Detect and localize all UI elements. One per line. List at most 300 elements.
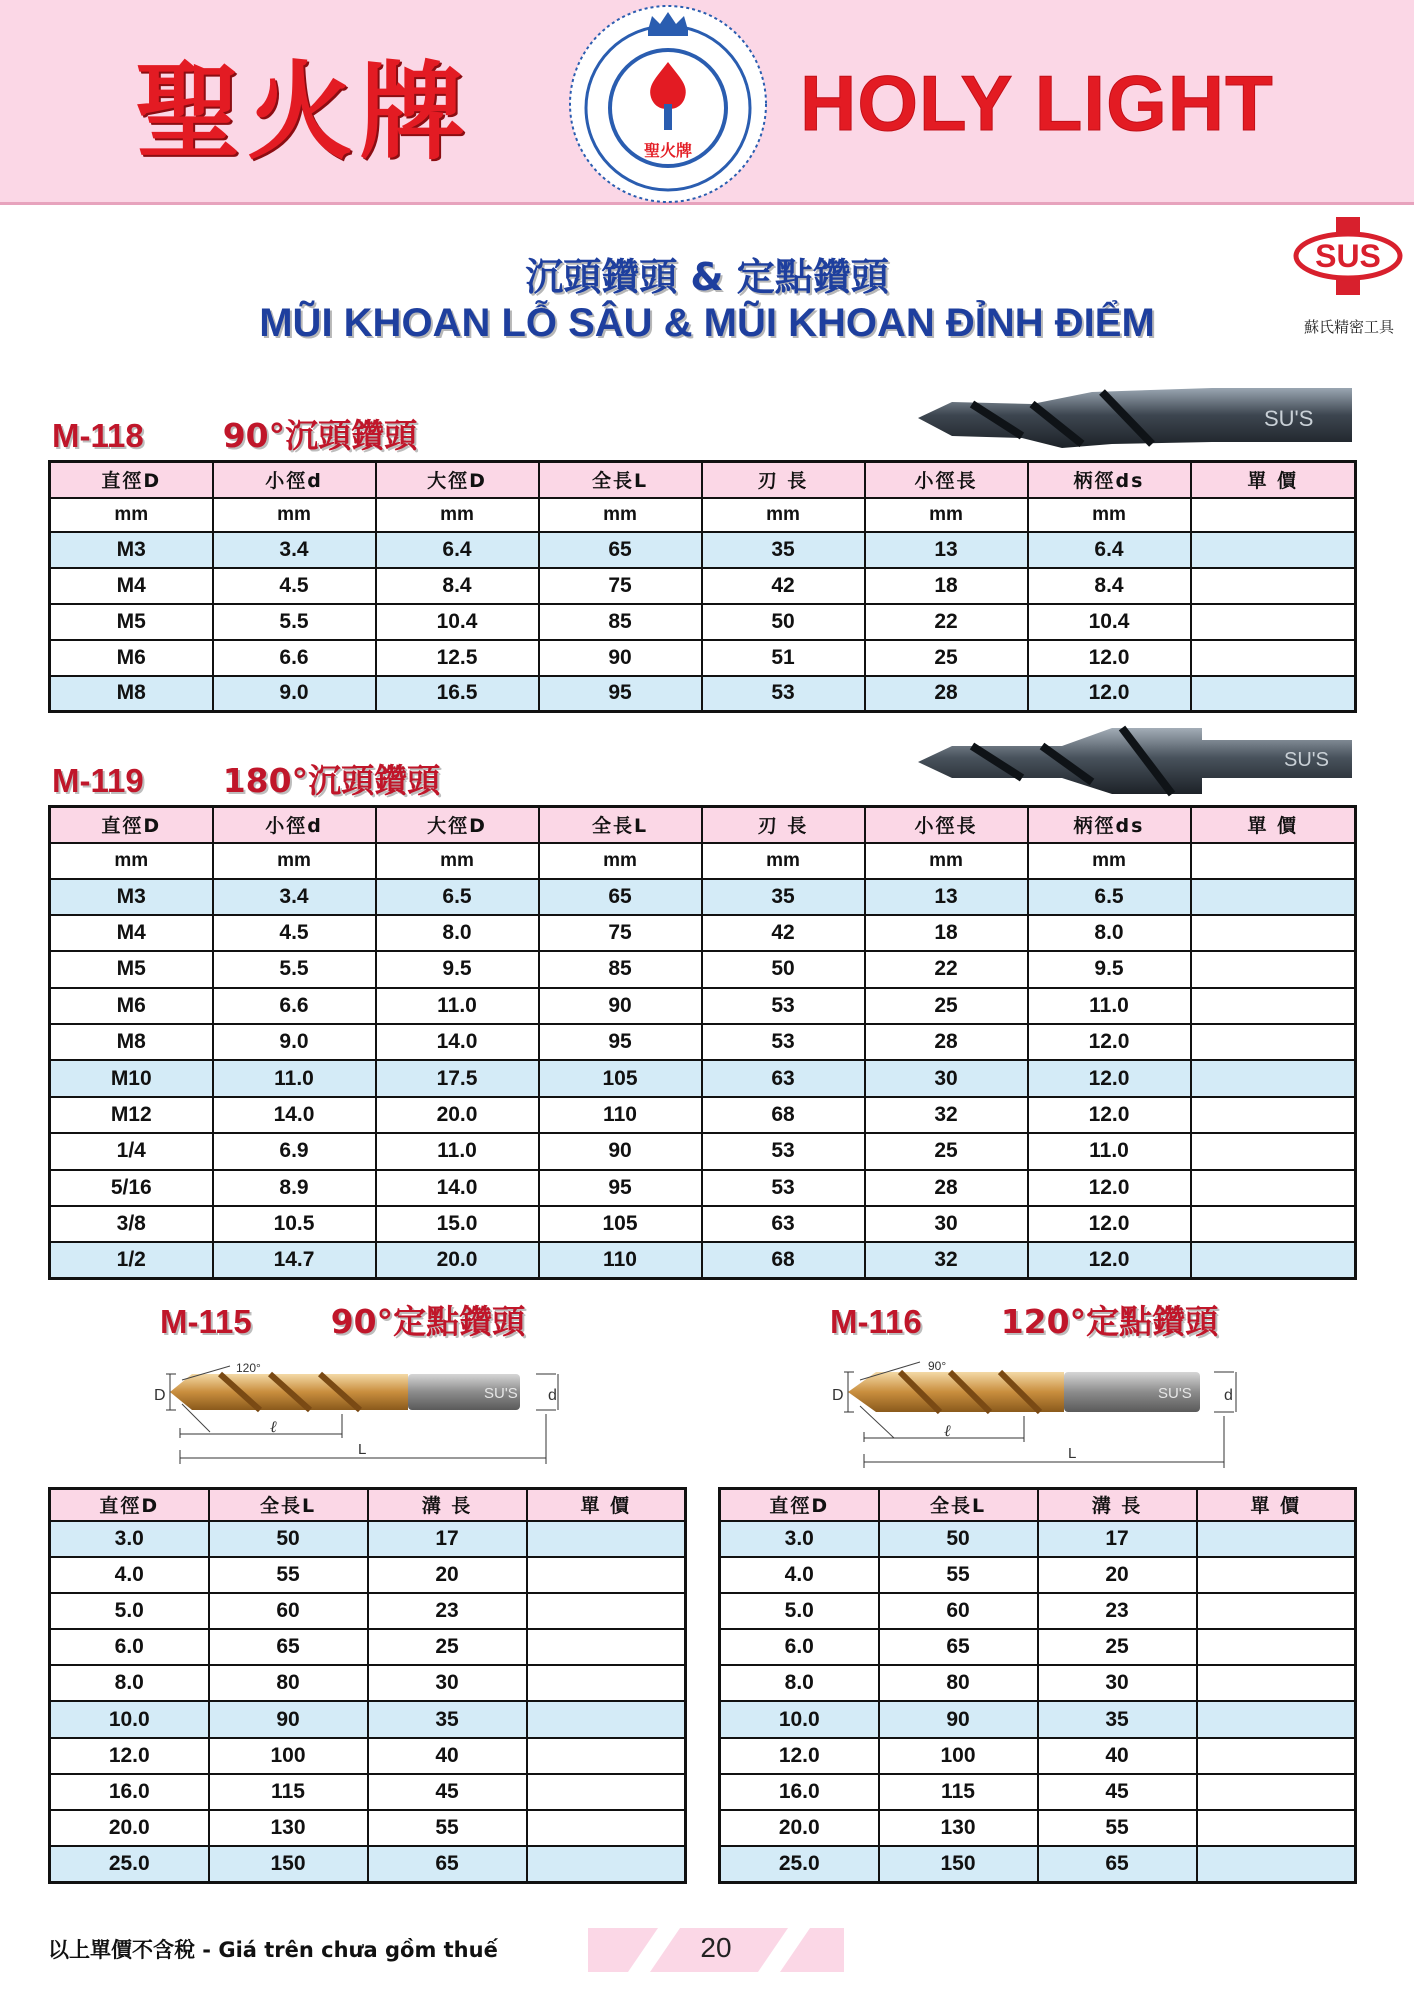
table-cell: 12.0 [50, 1738, 209, 1774]
table-cell: 22 [865, 951, 1028, 987]
table-cell: 130 [209, 1810, 368, 1846]
price-cell [527, 1557, 686, 1593]
table-cell: 11.0 [376, 1133, 539, 1169]
price-cell [1197, 1738, 1356, 1774]
table-cell: 12.0 [1028, 1060, 1191, 1096]
table-cell: 63 [702, 1206, 865, 1242]
table-cell: 16.0 [50, 1774, 209, 1810]
table-header-row [50, 807, 1356, 843]
table-cell: 13 [865, 532, 1028, 568]
table-cell: 20.0 [720, 1810, 879, 1846]
header-cell: 大徑D [376, 462, 539, 498]
header-cell: 刃 長 [702, 462, 865, 498]
table-cell: 1/4 [50, 1133, 213, 1169]
table-cell: 25 [865, 988, 1028, 1024]
table-header-row [720, 1489, 1356, 1521]
table-cell: 50 [209, 1521, 368, 1557]
price-cell [1197, 1810, 1356, 1846]
table-cell: 17 [368, 1521, 527, 1557]
m115-angle-label: 120° [236, 1361, 261, 1375]
table-row [720, 1846, 1356, 1882]
table-cell: 10.5 [213, 1206, 376, 1242]
table-cell: 30 [1038, 1665, 1197, 1701]
footer-tax-note: 以上單價不含稅 - Giá trên chưa gồm thuế [48, 1938, 498, 1962]
table-unit-row [50, 498, 1356, 532]
header-cell: 刃 長 [702, 807, 865, 843]
price-cell [527, 1629, 686, 1665]
section-m116-name: 120°定點鑽頭 [1000, 1302, 1219, 1341]
price-cell [527, 1521, 686, 1557]
table-cell: 110 [539, 1242, 702, 1278]
table-cell: 25 [368, 1629, 527, 1665]
header-cell: 小徑d [213, 462, 376, 498]
m115-rows [50, 1521, 686, 1883]
table-cell: 5.0 [720, 1593, 879, 1629]
section-m115-code: M-115 [160, 1303, 252, 1340]
table-cell: 130 [879, 1810, 1038, 1846]
price-cell [1191, 1024, 1356, 1060]
price-cell [527, 1738, 686, 1774]
m115-d-small-label: d [548, 1387, 557, 1404]
unit-cell: mm [702, 843, 865, 879]
header-cell: 單 價 [1191, 807, 1356, 843]
table-cell: 8.4 [1028, 568, 1191, 604]
holy-light-logo [564, 0, 772, 208]
table-cell: 12.0 [1028, 676, 1191, 712]
table-cell: 25 [865, 640, 1028, 676]
price-cell [527, 1774, 686, 1810]
table-cell: 6.5 [376, 879, 539, 915]
table-cell: 6.6 [213, 988, 376, 1024]
table-cell: 3.0 [50, 1521, 209, 1557]
m115-length-label: L [358, 1441, 367, 1458]
table-row [50, 532, 1356, 568]
table-cell: 12.0 [1028, 1024, 1191, 1060]
table-row [720, 1774, 1356, 1810]
table-cell: 10.0 [50, 1701, 209, 1737]
table-cell: 15.0 [376, 1206, 539, 1242]
table-row [50, 1846, 686, 1882]
m119-drill-image [912, 720, 1360, 802]
table-cell: M10 [50, 1060, 213, 1096]
table-cell: 150 [879, 1846, 1038, 1882]
section-m116-code: M-116 [830, 1303, 922, 1340]
table-cell: 53 [702, 1024, 865, 1060]
table-cell: 3.0 [720, 1521, 879, 1557]
table-cell: 80 [209, 1665, 368, 1701]
header-cell: 單 價 [1191, 462, 1356, 498]
table-cell: 90 [539, 640, 702, 676]
table-cell: 4.0 [50, 1557, 209, 1593]
table-row [50, 1557, 686, 1593]
unit-cell: mm [539, 498, 702, 532]
table-cell: 10.4 [376, 604, 539, 640]
sus-logo-mark: SUS [1315, 238, 1381, 274]
table-cell: 65 [539, 532, 702, 568]
table-cell: 45 [1038, 1774, 1197, 1810]
table-cell: 28 [865, 676, 1028, 712]
table-cell: 12.0 [720, 1738, 879, 1774]
price-cell [1197, 1521, 1356, 1557]
sus-caption: 蘇氏精密工具 [1303, 318, 1394, 336]
table-row [50, 1097, 1356, 1133]
table-cell: 14.0 [376, 1024, 539, 1060]
table-row [50, 1593, 686, 1629]
m119-rows [50, 879, 1356, 1279]
table-cell: 1/2 [50, 1242, 213, 1278]
header-cell: 小徑長 [865, 462, 1028, 498]
page-title-vn: MŨI KHOAN LỖ SÂU & MŨI KHOAN ĐỈNH ĐIỂM [259, 301, 1155, 345]
header-cell: 直徑D [50, 462, 213, 498]
table-cell: 16.5 [376, 676, 539, 712]
unit-cell: mm [213, 498, 376, 532]
table-cell: 17 [1038, 1521, 1197, 1557]
table-cell: 40 [1038, 1738, 1197, 1774]
section-m118-heading [52, 410, 417, 457]
table-cell: 55 [879, 1557, 1038, 1593]
table-cell: 12.5 [376, 640, 539, 676]
table-cell: 150 [209, 1846, 368, 1882]
price-cell [1197, 1701, 1356, 1737]
header-cell: 單 價 [1197, 1489, 1356, 1521]
section-m115-name: 90°定點鑽頭 [330, 1302, 526, 1341]
table-row [720, 1738, 1356, 1774]
table-cell: 42 [702, 568, 865, 604]
table-cell: 4.5 [213, 568, 376, 604]
table-cell: 51 [702, 640, 865, 676]
unit-cell: mm [539, 843, 702, 879]
table-cell: 6.6 [213, 640, 376, 676]
table-cell: 25.0 [720, 1846, 879, 1882]
table-cell: M3 [50, 879, 213, 915]
table-row [50, 604, 1356, 640]
header-cell: 直徑D [50, 807, 213, 843]
table-cell: 3.4 [213, 879, 376, 915]
table-cell: 28 [865, 1024, 1028, 1060]
table-cell: 60 [209, 1593, 368, 1629]
table-row [720, 1810, 1356, 1846]
m116-d-big-label: D [832, 1387, 844, 1404]
table-cell: 105 [539, 1060, 702, 1096]
price-cell [1197, 1774, 1356, 1810]
table-cell: 25 [1038, 1629, 1197, 1665]
table-cell: 68 [702, 1097, 865, 1133]
table-cell: 20 [1038, 1557, 1197, 1593]
unit-cell: mm [1028, 498, 1191, 532]
table-cell: 90 [209, 1701, 368, 1737]
table-cell: M4 [50, 915, 213, 951]
table-row [50, 640, 1356, 676]
header-cell: 全長L [539, 807, 702, 843]
table-cell: M12 [50, 1097, 213, 1133]
table-cell: 35 [702, 532, 865, 568]
table-cell: 42 [702, 915, 865, 951]
table-cell: 3.4 [213, 532, 376, 568]
table-cell: 10.4 [1028, 604, 1191, 640]
table-cell: 14.0 [213, 1097, 376, 1133]
table-cell: 5.5 [213, 604, 376, 640]
price-cell [1191, 568, 1356, 604]
price-cell [1191, 1060, 1356, 1096]
table-cell: 23 [368, 1593, 527, 1629]
m116-flute-label: ℓ [944, 1421, 951, 1440]
section-m119-name: 180°沉頭鑽頭 [222, 761, 441, 800]
table-cell: 12.0 [1028, 1170, 1191, 1206]
header-cell: 直徑D [720, 1489, 879, 1521]
table-cell: 30 [865, 1206, 1028, 1242]
table-cell: 30 [865, 1060, 1028, 1096]
table-row [720, 1665, 1356, 1701]
table-cell: 11.0 [1028, 988, 1191, 1024]
table-row [50, 1133, 1356, 1169]
header-cell: 單 價 [527, 1489, 686, 1521]
unit-cell: mm [50, 843, 213, 879]
table-cell: 3/8 [50, 1206, 213, 1242]
price-cell [1197, 1593, 1356, 1629]
table-cell: 8.0 [376, 915, 539, 951]
price-cell [1197, 1629, 1356, 1665]
table-cell: 10.0 [720, 1701, 879, 1737]
table-cell: 18 [865, 915, 1028, 951]
table-cell: 65 [1038, 1846, 1197, 1882]
table-cell: 40 [368, 1738, 527, 1774]
table-cell: M6 [50, 640, 213, 676]
header-cell: 柄徑ds [1028, 462, 1191, 498]
unit-cell: mm [702, 498, 865, 532]
table-header-row [50, 1489, 686, 1521]
table-row [720, 1521, 1356, 1557]
section-m115-heading [160, 1296, 525, 1343]
table-cell: 25 [865, 1133, 1028, 1169]
table-cell: 85 [539, 951, 702, 987]
table-cell: 95 [539, 1024, 702, 1060]
table-cell: 12.0 [1028, 1097, 1191, 1133]
table-cell: M8 [50, 1024, 213, 1060]
price-cell [1191, 640, 1356, 676]
table-cell: 100 [879, 1738, 1038, 1774]
table-cell: 23 [1038, 1593, 1197, 1629]
table-cell: 55 [209, 1557, 368, 1593]
table-cell: 65 [368, 1846, 527, 1882]
table-row [50, 1665, 686, 1701]
logo-text: 聖火牌 [643, 141, 693, 160]
price-cell [1191, 1206, 1356, 1242]
header-cell: 溝 長 [368, 1489, 527, 1521]
table-cell: 115 [209, 1774, 368, 1810]
table-cell: 5/16 [50, 1170, 213, 1206]
table-cell: 80 [879, 1665, 1038, 1701]
price-cell [1191, 879, 1356, 915]
table-cell: 90 [539, 1133, 702, 1169]
m116-rows [720, 1521, 1356, 1883]
header-cell: 全長L [879, 1489, 1038, 1521]
price-cell [1191, 951, 1356, 987]
header-cell: 直徑D [50, 1489, 209, 1521]
price-cell [1191, 1133, 1356, 1169]
m118-drill-mark: SU'S [1264, 406, 1314, 431]
table-cell: 55 [368, 1810, 527, 1846]
price-cell [1191, 532, 1356, 568]
table-cell: 60 [879, 1593, 1038, 1629]
table-cell: 53 [702, 1170, 865, 1206]
header-cell: 小徑長 [865, 807, 1028, 843]
table-row [50, 988, 1356, 1024]
price-cell [527, 1810, 686, 1846]
table-unit-row [50, 843, 1356, 879]
table-cell: 90 [539, 988, 702, 1024]
table-row [720, 1629, 1356, 1665]
table-cell: 30 [368, 1665, 527, 1701]
m116-drill-mark: SU'S [1158, 1385, 1192, 1402]
table-cell: 12.0 [1028, 1242, 1191, 1278]
table-cell: 50 [702, 951, 865, 987]
section-m119-code: M-119 [52, 762, 144, 799]
m115-flute-label: ℓ [270, 1417, 277, 1436]
table-cell: 4.5 [213, 915, 376, 951]
table-cell: 100 [209, 1738, 368, 1774]
table-row [50, 1521, 686, 1557]
header-cell: 全長L [209, 1489, 368, 1521]
table-row [50, 915, 1356, 951]
table-cell: 65 [209, 1629, 368, 1665]
table-cell: 85 [539, 604, 702, 640]
table-row [50, 1774, 686, 1810]
section-m118-name: 90°沉頭鑽頭 [222, 416, 418, 455]
unit-cell: mm [376, 498, 539, 532]
m115-spec-table [48, 1487, 687, 1884]
price-cell [1191, 1170, 1356, 1206]
m115-d-big-label: D [154, 1387, 166, 1404]
page-number: 20 [700, 1932, 732, 1963]
table-cell: 50 [879, 1521, 1038, 1557]
price-cell [527, 1593, 686, 1629]
unit-cell: mm [865, 498, 1028, 532]
table-cell: 95 [539, 1170, 702, 1206]
table-row [50, 879, 1356, 915]
table-cell: 68 [702, 1242, 865, 1278]
price-cell [1197, 1557, 1356, 1593]
table-cell: 5.5 [213, 951, 376, 987]
table-cell: 8.0 [1028, 915, 1191, 951]
table-cell: 50 [702, 604, 865, 640]
table-row [50, 1701, 686, 1737]
table-row [50, 1738, 686, 1774]
table-cell: 11.0 [1028, 1133, 1191, 1169]
header-cell: 柄徑ds [1028, 807, 1191, 843]
m118-spec-table [48, 460, 1357, 713]
table-cell: 9.0 [213, 1024, 376, 1060]
price-cell [1191, 676, 1356, 712]
m119-drill-mark: SU'S [1284, 749, 1329, 771]
crown-band [648, 30, 688, 36]
m119-spec-table [48, 805, 1357, 1280]
brand-name-cn: 聖火牌 [135, 49, 471, 174]
table-cell: 13 [865, 879, 1028, 915]
table-cell: 35 [702, 879, 865, 915]
unit-cell [1191, 843, 1356, 879]
table-cell: 6.0 [720, 1629, 879, 1665]
table-cell: 20.0 [376, 1097, 539, 1133]
table-cell: 115 [879, 1774, 1038, 1810]
table-cell: 11.0 [213, 1060, 376, 1096]
table-cell: 20.0 [376, 1242, 539, 1278]
table-cell: 95 [539, 676, 702, 712]
table-row [720, 1593, 1356, 1629]
table-cell: 35 [368, 1701, 527, 1737]
table-cell: 14.0 [376, 1170, 539, 1206]
table-cell: M8 [50, 676, 213, 712]
section-m118-code: M-118 [52, 417, 144, 454]
table-cell: 65 [879, 1629, 1038, 1665]
m116-angle-label: 90° [928, 1359, 947, 1373]
table-cell: 32 [865, 1242, 1028, 1278]
table-cell: 4.0 [720, 1557, 879, 1593]
m116-length-label: L [1068, 1445, 1077, 1462]
table-row [50, 676, 1356, 712]
table-row [50, 1629, 686, 1665]
table-cell: M6 [50, 988, 213, 1024]
table-cell: 6.9 [213, 1133, 376, 1169]
table-row [50, 1170, 1356, 1206]
page-title-cn: 沉頭鑽頭 & 定點鑽頭 [525, 255, 889, 299]
table-cell: 11.0 [376, 988, 539, 1024]
table-cell: 90 [879, 1701, 1038, 1737]
table-cell: 63 [702, 1060, 865, 1096]
m115-drill-diagram [150, 1354, 574, 1470]
table-cell: 75 [539, 568, 702, 604]
table-cell: 55 [1038, 1810, 1197, 1846]
table-cell: 6.5 [1028, 879, 1191, 915]
table-cell: 25.0 [50, 1846, 209, 1882]
table-cell: 6.4 [376, 532, 539, 568]
table-row [50, 568, 1356, 604]
price-cell [527, 1846, 686, 1882]
header-cell: 小徑d [213, 807, 376, 843]
price-cell [1191, 915, 1356, 951]
table-cell: 8.9 [213, 1170, 376, 1206]
table-cell: 14.7 [213, 1242, 376, 1278]
table-cell: 35 [1038, 1701, 1197, 1737]
m118-drill-image [912, 382, 1360, 458]
table-row [50, 1810, 686, 1846]
table-cell: 22 [865, 604, 1028, 640]
price-cell [527, 1665, 686, 1701]
price-cell [1191, 1242, 1356, 1278]
price-cell [1197, 1846, 1356, 1882]
table-cell: 8.0 [50, 1665, 209, 1701]
price-cell [1191, 1097, 1356, 1133]
table-row [50, 951, 1356, 987]
table-cell: 45 [368, 1774, 527, 1810]
unit-cell: mm [376, 843, 539, 879]
table-cell: 65 [539, 879, 702, 915]
table-cell: 16.0 [720, 1774, 879, 1810]
m115-drill-mark: SU'S [484, 1385, 518, 1402]
table-row [720, 1557, 1356, 1593]
table-cell: 12.0 [1028, 640, 1191, 676]
unit-cell [1191, 498, 1356, 532]
table-cell: M4 [50, 568, 213, 604]
section-m116-heading [830, 1296, 1218, 1343]
table-cell: 53 [702, 676, 865, 712]
table-row [50, 1206, 1356, 1242]
table-cell: 20.0 [50, 1810, 209, 1846]
table-cell: 53 [702, 1133, 865, 1169]
price-cell [527, 1701, 686, 1737]
table-cell: M3 [50, 532, 213, 568]
sus-logo [1292, 213, 1404, 299]
table-cell: 6.0 [50, 1629, 209, 1665]
